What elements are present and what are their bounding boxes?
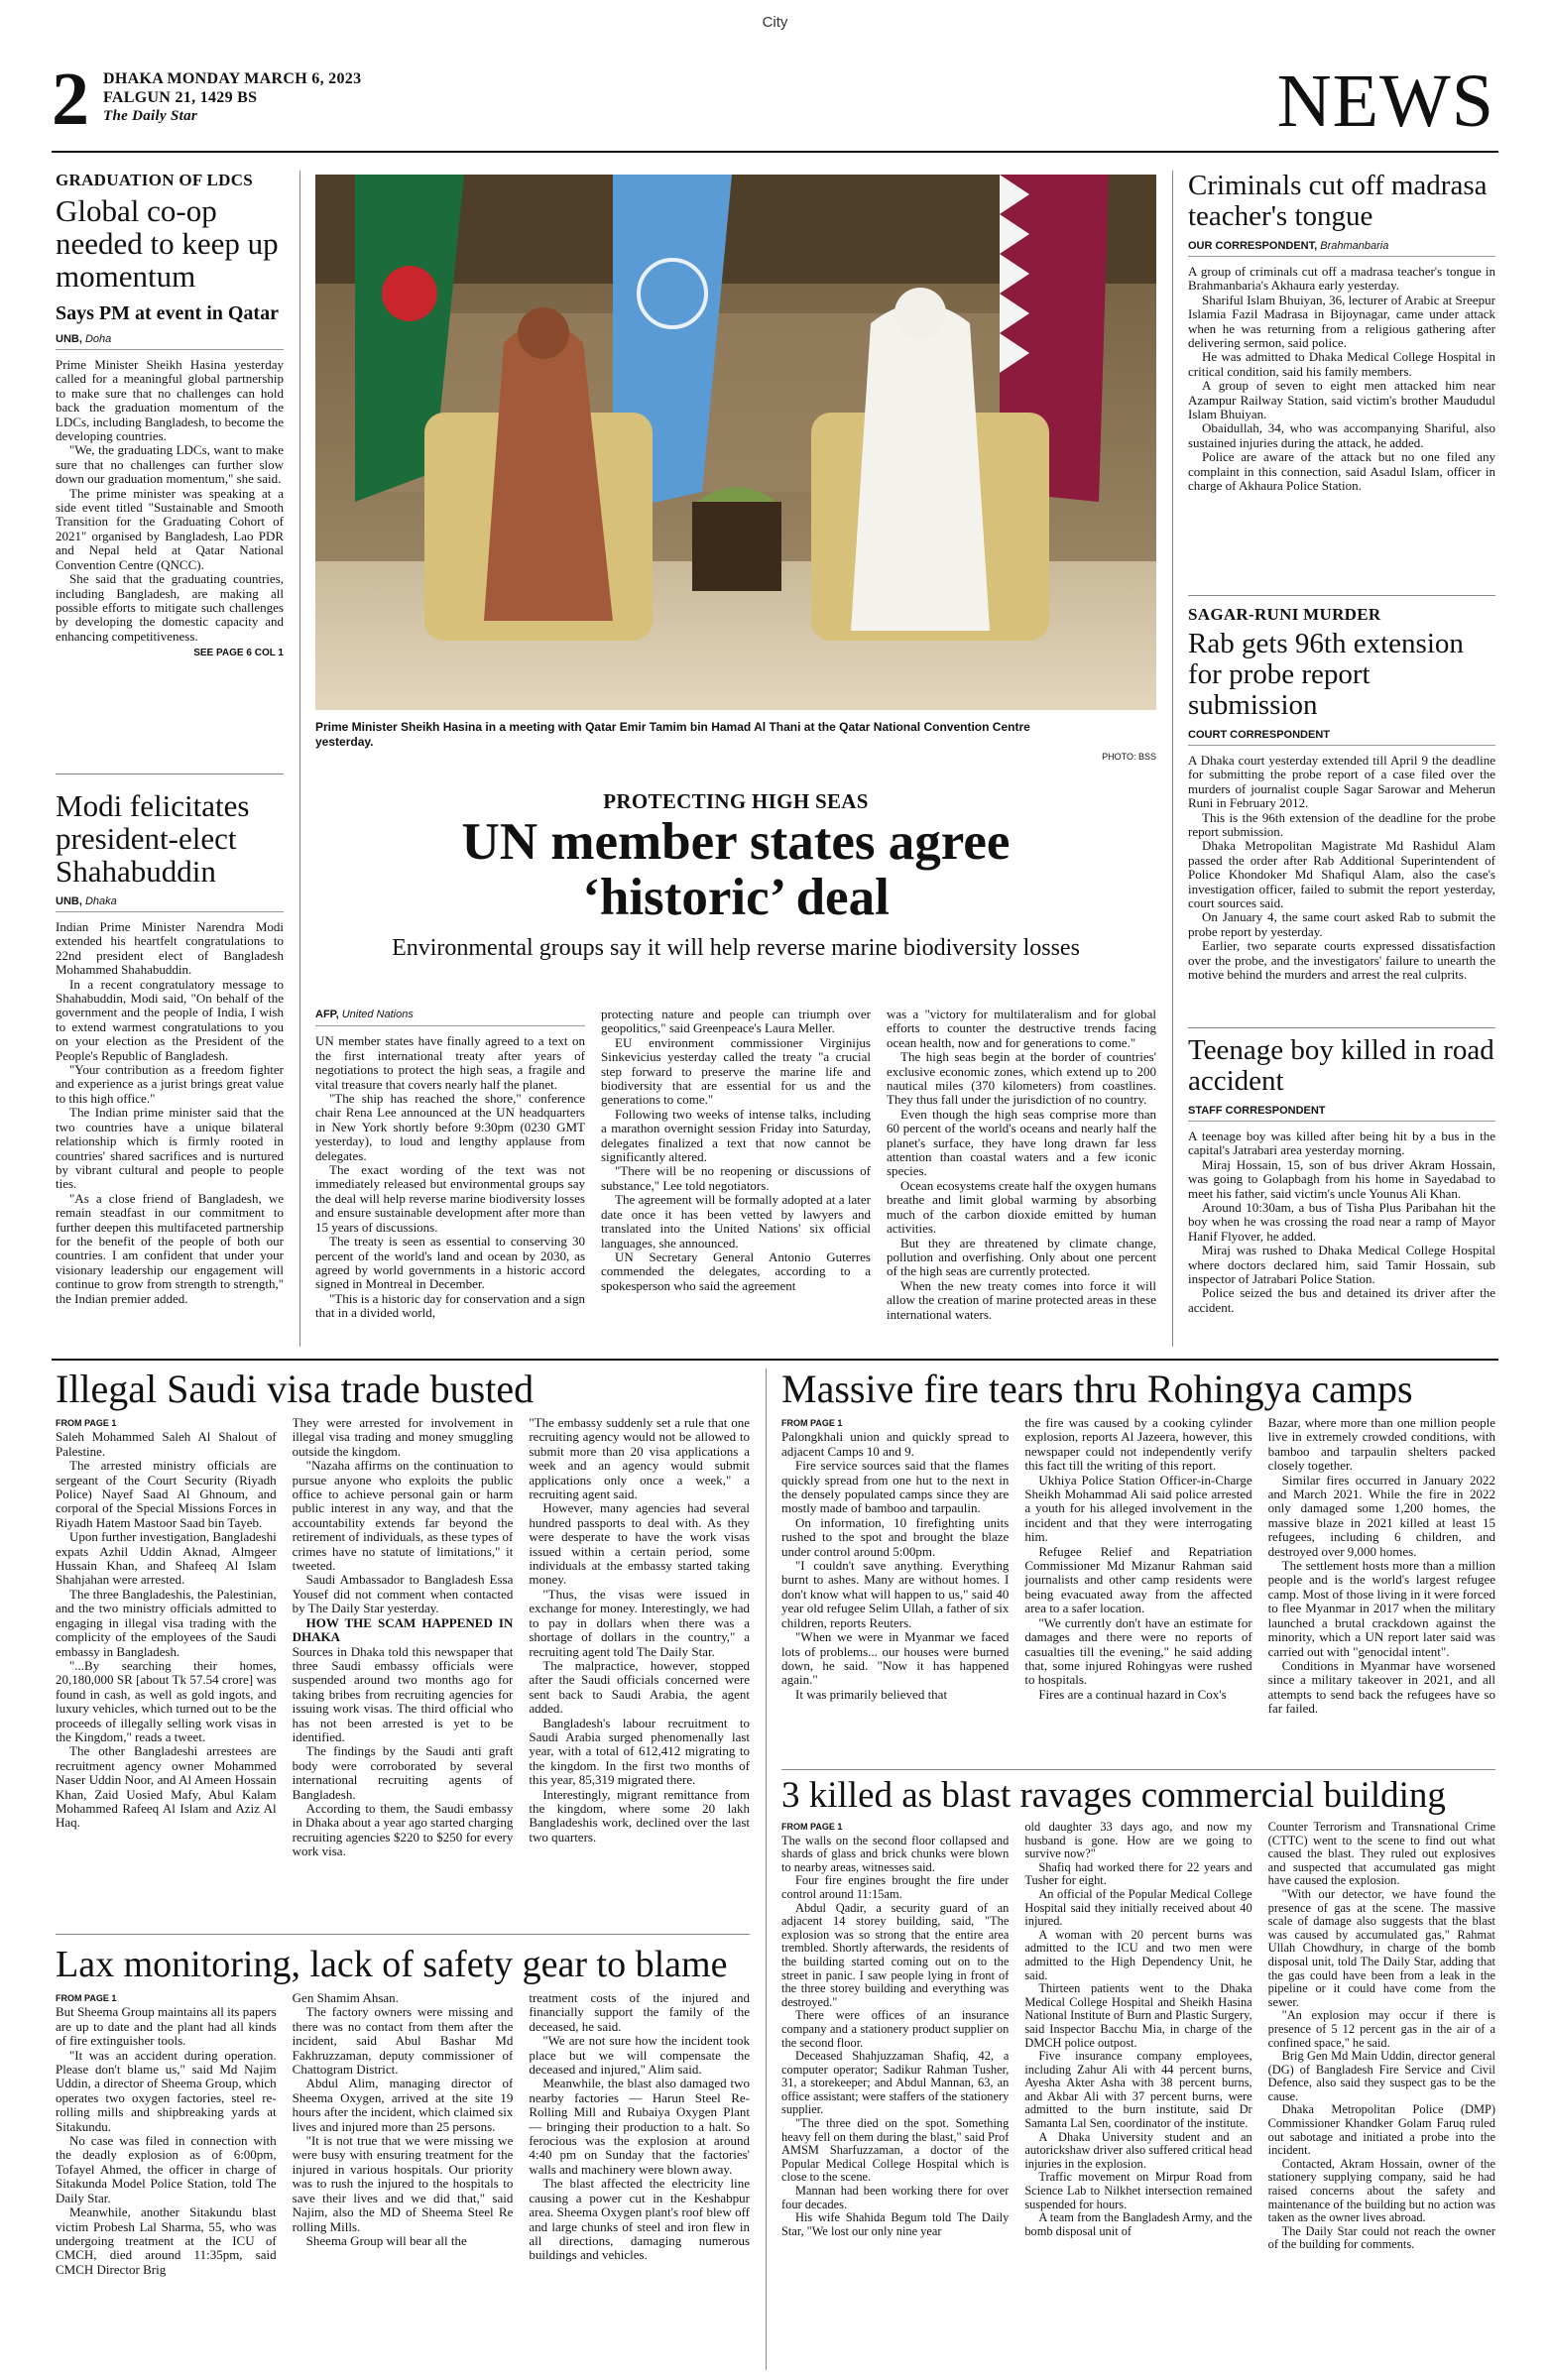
paragraph: Earlier, two separate courts expressed dissatisfaction over the probe, and the investigators' failure to unearth the motive behind the murders and arrest the real culprits. (1188, 938, 1495, 983)
paragraph: Upon further investigation, Bangladeshi expats Azhil Uddin Aknad, Almgeer Hussain Khan, and Shafeeq Al Islam Shahjahan were arrested. (56, 1529, 277, 1588)
paragraph: "Thus, the visas were issued in exchange for money. Interestingly, we had to pay in dollars when there was a shortage of dollars in the country," a recruiting agent told The Daily Star. (529, 1586, 751, 1659)
section-heading: NEWS (1276, 60, 1494, 143)
paragraph: According to them, the Saudi embassy in Dhaka about a year ago started charging recruiting agencies $220 to $250 for every work visa. (292, 1800, 514, 1859)
paragraph: Brig Gen Md Main Uddin, director general (DG) of Bangladesh Fire Service and Civil Defence, also said they suspect gas to be the cause. (1267, 2049, 1495, 2103)
byline-agency: UNB, (56, 895, 82, 907)
paragraph: He was admitted to Dhaka Medical College Hospital in critical condition, said his family members. (1188, 349, 1495, 379)
dateline (103, 69, 361, 126)
paragraph: treatment costs of the injured and financially support the family of the deceased, he said. (529, 1991, 751, 2034)
column-rule (766, 1368, 767, 2370)
paragraph: Meanwhile, another Sitakundu blast victim Probesh Lal Sharma, 55, who was undergoing treatment at the ICU of CMCH, died around 11:35pm, said CMCH Director Brig (56, 2204, 277, 2277)
paragraph: "It is not true that we were missing we were busy with ensuring treatment for the injured in various hospitals. Our priority was to rush the injured to the hospitals to save their lives and we did that," said Najim, also the MD of Sheema Steel Re rolling Mills. (292, 2133, 514, 2234)
headline: 3 killed as blast ravages commercial building (781, 1775, 1446, 1816)
paragraph: Police seized the bus and detained its driver after the accident. (1188, 1285, 1495, 1315)
byline-place: Doha (84, 333, 112, 345)
paragraph: Even though the high seas comprise more than 60 percent of the world's oceans and nearly half the planet's surface, they have long drawn far less attention than coastal waters and a few iconic species. (887, 1106, 1156, 1179)
paragraph: But they are threatened by climate change, pollution and overfishing. Only about one percent of the high seas are currently protected. (887, 1235, 1156, 1279)
paragraph: "I couldn't save anything. Everything burnt to ashes. Many are without homes. I don't know what will happen to us," said 40 year old refugee Selim Ullah, a father of six children, reports Reuters. (781, 1558, 1010, 1630)
paragraph: the fire was caused by a cooking cylinder explosion, reports Al Jazeera, however, this newspaper could not independently verify this fact till the writing of this report. (1024, 1416, 1252, 1474)
paragraph: A group of seven to eight men attacked him near Azampur Railway Station, said victim's brother Maududul Islam Bhuiyan. (1188, 378, 1495, 422)
paragraph: The Daily Star could not reach the owner of the building for comments. (1267, 2223, 1495, 2252)
paragraph: His wife Shahida Begum told The Daily Star, "We lost our only nine year (781, 2210, 1010, 2238)
kicker: GRADUATION OF LDCS (56, 171, 254, 189)
paragraph: A Dhaka court yesterday extended till April 9 the deadline for submitting the probe report of a case filed over the murders of journalist couple Sagar Sarowar and Meherun Runi in February 2012. (1188, 753, 1495, 811)
article-ldc (56, 171, 284, 658)
column-rule (1172, 171, 1173, 1347)
paragraph: A group of criminals cut off a madrasa teacher's tongue in Brahmanbaria's Akhaura early yesterday. (1188, 264, 1495, 294)
paragraph: Saudi Ambassador to Bangladesh Essa Yousef did not comment when contacted by The Daily Star yesterday. (292, 1572, 514, 1616)
divider (781, 1769, 1495, 1770)
paragraph: "Your contribution as a freedom fighter and experience as a jurist brings great value to this high office." (56, 1062, 284, 1106)
paragraph: "There will be no reopening or discussions of substance," Lee told negotiators. (601, 1163, 871, 1193)
paragraph: Prime Minister Sheikh Hasina yesterday called for a meaningful global partnership to make sure that no challenges can hold back the graduation momentum of the LDCs, including Bangladesh, to become the developing countries. (56, 357, 284, 444)
paragraph: The other Bangladeshi arrestees are recruitment agency owner Mohammed Naser Uddin Noor, and Al Ameen Hossain Khan, Zaid Uosied Mafy, Abul Kalam Mohammed Rafeeq Al Islam and Aziz Al Haq. (56, 1743, 277, 1831)
paragraph: Traffic movement on Mirpur Road from Science Lab to Nilkhet intersection remained suspended for hours. (1024, 2170, 1252, 2211)
column-3 (1268, 1821, 1495, 2252)
continued-link[interactable]: SEE PAGE 6 COL 1 (193, 648, 284, 659)
article-body (1188, 754, 1495, 983)
paragraph: Sheema Group will bear all the (305, 2232, 467, 2248)
byline-place: Dhaka (84, 895, 117, 907)
paragraph: Abdul Qadir, a security guard of an adjacent 14 storey building, said, "The explosion was so strong that the entire area trembled. Shortly afterwards, the residents of the building started coming out on to the street in panic. I saw people lying in front of the three storey building and everything was destroyed." (781, 1900, 1010, 2009)
paragraph: Indian Prime Minister Narendra Modi extended his heartfelt congratulations to 22nd president elect of Bangladesh Mohammed Shahabuddin. (56, 919, 284, 978)
paragraph: Conditions in Myanmar have worsened since a military takeover in 2021, and all attempts to send back the refugees have so far failed. (1267, 1657, 1495, 1717)
byline-place: United Nations (341, 1009, 414, 1020)
article-sagar-runi (1188, 605, 1495, 983)
fold-rule (52, 1359, 1498, 1361)
paragraph: A Dhaka University student and an autorickshaw driver also suffered critical head injuries in the explosion. (1024, 2129, 1252, 2171)
paragraph: "The embassy suddenly set a rule that one recruiting agency would not be allowed to submit more than 20 visa applications a week and an agency would submit applications only once a week," a recruiting agent said. (529, 1416, 751, 1502)
paragraph: Contacted, Akram Hossain, owner of the stationery supplying company, said he had raised concerns about the safety and maintenance of the building but no action was taken as the owner lives abroad. (1267, 2156, 1495, 2225)
paragraph: Sources in Dhaka told this newspaper that three Saudi embassy officials were suspended around two months ago for taking bribes from recruiting agencies for issuing work visas. The third official who has not been arrested is yet to be identified. (292, 1643, 514, 1744)
article-teen-accident (1188, 1035, 1495, 1315)
column-1 (781, 1416, 1009, 1717)
paragraph: A woman with 20 percent burns was admitted to the ICU and two men were admitted to the High Dependency Unit, he said. (1024, 1927, 1252, 1982)
article-modi (56, 789, 284, 1306)
paragraph: A team from the Bangladesh Army, and the bomb disposal unit of (1024, 2210, 1252, 2238)
paragraph: protecting nature and people can triumph over geopolitics," said Greenpeace's Laura Meller. (601, 1008, 871, 1036)
byline: STAFF CORRESPONDENT (1188, 1105, 1495, 1122)
paragraph: Thirteen patients went to the Dhaka Medical College Hospital and Sheikh Hasina National Institute of Burn and Plastic Surgery, said Inspector Bacchu Mia, in charge of the DMCH police outpost. (1024, 1981, 1252, 2050)
paragraph: Obaidullah, 34, who was accompanying Shariful, also sustained injuries during the attack, he added. (1188, 420, 1495, 450)
paragraph: She said that the graduating countries, including Bangladesh, are making all possible efforts to mitigate such challenges by developing the domestic capacity and enhancing competitiveness. (56, 571, 284, 644)
byline (56, 333, 284, 350)
paragraph: The factory owners were missing and there was no contact from them after the incident, said Abul Bashar Md Fakhruzzaman, deputy commissioner of Chattogram District. (292, 2004, 514, 2078)
paragraph: "An explosion may occur if there is presence of 5 12 percent gas in the air of a confined space," he said. (1267, 2008, 1495, 2050)
paragraph: Meanwhile, the blast also damaged two nearby factories — Harun Steel Re-Rolling Mill and Rubaiya Oxygen Plant — bringing their production to a halt. So ferocious was the explosion at around 4:40 pm on Sunday that the factories' walls and machinery were blown away. (529, 2076, 751, 2177)
masthead-rule (52, 151, 1498, 153)
headline: Global co-op needed to keep up momentum (56, 193, 279, 294)
paragraph: The blast affected the electricity line causing a power cut in the Keshabpur area. Sheema Oxygen plant's roof blew off and large chunks of steel and iron flew in all directions, damaging numerous buildings and vehicles. (529, 2176, 751, 2263)
column-3 (1268, 1416, 1495, 1717)
column-2 (601, 1008, 871, 1322)
headline: Modi felicitates president-elect Shahabuddin (56, 788, 250, 889)
byline (315, 1008, 585, 1026)
article-high-seas (315, 1008, 1156, 1322)
column-1 (315, 1008, 585, 1322)
paragraph: Dhaka Metropolitan Police (DMP) Commissioner Khandker Golam Faruq ruled out sabotage and initiated a probe into the incident. (1267, 2102, 1495, 2158)
paragraph: "With our detector, we have found the presence of gas at the scene. The massive scale of damage also suggests that the blast was caused by accumulated gas," Rahmat Ullah Chowdhury, in charge of the bomb disposal unit, told The Daily Star, adding that the gas could have been from a leak in the pipeline or it could have come from the sewer. (1267, 1886, 1495, 2009)
paragraph: Saleh Mohammed Saleh Al Shalout of Palestine. (56, 1429, 277, 1459)
paragraph: There were offices of an insurance company and a stationery product supplier on the second floor. (781, 2008, 1010, 2050)
column-1 (56, 1416, 277, 1859)
byline-agency: UNB, (56, 333, 82, 345)
divider (1188, 1027, 1495, 1028)
headline: Criminals cut off madrasa teacher's tongue (1188, 170, 1488, 232)
photo-caption: Prime Minister Sheikh Hasina in a meeting with Qatar Emir Tamim bin Hamad Al Thani at the Qatar National Convention Centre yesterday. (315, 720, 1030, 749)
headline: Illegal Saudi visa trade busted (56, 1367, 535, 1411)
article-saudi-visa (56, 1368, 750, 1859)
paragraph: An official of the Popular Medical College Hospital said they initially received about 40 injured. (1024, 1886, 1252, 1929)
column-2 (293, 1991, 514, 2277)
paragraph: UN Secretary General Antonio Guterres commended the delegates, according to a spokesperson who said the agreement (601, 1249, 871, 1293)
from-page-label: FROM PAGE 1 (781, 1418, 843, 1428)
page-number: 2 (52, 58, 89, 141)
column-3 (887, 1008, 1156, 1322)
headline: Massive fire tears thru Rohingya camps (781, 1367, 1413, 1411)
paragraph: The arrested ministry officials are sergeant of the Court Security (Riyadh Police) Nayef Saad Al Ghnoum, and corporal of the Special Missions Forces in Riyadh Hatem Mastoor Saad bin Tayeb. (56, 1458, 277, 1530)
paragraph: "As a close friend of Bangladesh, we remain steadfast in our commitment to further deepen this multifaceted partnership for the benefit of the people of both our countries. I am confident that under your visionary leadership our engagement will continue to grow from strength to strength," the Indian premier added. (56, 1190, 284, 1306)
paragraph: Abdul Alim, managing director of Sheema Oxygen, arrived at the site 19 hours after the incident, which claimed six lives and injured more than 25 persons. (292, 2076, 514, 2134)
paragraph: Interestingly, migrant remittance from the kingdom, where some 20 lakh Bangladeshis work, declined over the last two quarters. (529, 1786, 751, 1844)
article-body (56, 920, 284, 1306)
paragraph: The exact wording of the text was not immediately released but environmental groups say the deal will help reverse marine biodiversity losses and ensure sustainable development after more than 15 years of discussions. (315, 1162, 585, 1235)
section-label-city: City (762, 14, 788, 31)
column-2 (293, 1416, 514, 1859)
byline-place: Brahmanbaria (1320, 240, 1389, 252)
paragraph: Bazar, where more than one million people live in extremely crowded conditions, with bamboo and tarpaulin shelters packed closely together. (1267, 1416, 1495, 1474)
paragraph: The three Bangladeshis, the Palestinian, and the two ministry officials admitted to engaging in illegal visa trading with the complicity of the employees of the Saudi embassy in Bangladesh. (56, 1586, 277, 1659)
article-body (1188, 265, 1495, 494)
paragraph: "It was an accident during operation. Please don't blame us," said Md Najim Uddin, a director of Sheema Group, which operates two oxygen factories, steel re-rolling mills and shipbreaking yards at Sitakundu. (56, 2047, 277, 2134)
bangla-date: FALGUN 21, 1429 BS (103, 89, 258, 106)
subsection-heading: HOW THE SCAM HAPPENED IN DHAKA (292, 1614, 514, 1645)
paragraph: Ukhiya Police Station Officer-in-Charge Sheikh Mohammad Ali said police arrested a youth for his alleged involvement in the incident and that they were interrogating him. (1024, 1472, 1252, 1545)
article-body (1188, 1130, 1495, 1315)
paragraph: "When we were in Myanmar we faced lots of problems... our houses were burned down, he said. "Now it has happened again." (781, 1629, 1010, 1688)
paragraph: was a "victory for multilateralism and for global efforts to counter the destructive trends facing ocean health, now and for generations to come." (887, 1008, 1156, 1050)
paper-logo: The Daily Star (103, 108, 198, 124)
paragraph: However, many agencies had several hundred passports to deal with. As they were desperate to have the work visas issued within a certain period, some individuals at the embassy started taking money. (529, 1500, 751, 1588)
paragraph: "We currently don't have an estimate for damages and there were no reports of casualties till the evening," he said adding that, some injured Rohingyas were rushed to hospitals. (1024, 1614, 1252, 1688)
column-rule (299, 171, 300, 1347)
paragraph: The malpractice, however, stopped after the Saudi officials concerned were sent back to Saudi Arabia, the agent added. (529, 1657, 751, 1717)
paragraph: The agreement will be formally adopted at a later date once it has been vetted by lawyers and translated into the United Nations' six official languages, she announced. (601, 1192, 871, 1250)
paragraph: old daughter 33 days ago, and now my husband is gone. How are we going to survive now?" (1024, 1821, 1252, 1861)
paragraph: Shafiq had worked there for 22 years and Tusher for eight. (1024, 1859, 1252, 1888)
paragraph: It was primarily believed that (795, 1686, 948, 1702)
paragraph: Police are aware of the attack but no one filed any complaint in this connection, said Asadul Islam, officer in charge of Akhaura Police Station. (1188, 449, 1495, 494)
paragraph: Miraj was rushed to Dhaka Medical College Hospital where doctors declared him, said Tamir Hossain, sub inspector of Jatrabari Police Station. (1188, 1243, 1495, 1287)
paragraph: Fire service sources said that the flames quickly spread from one hut to the next in the densely populated camps since they are mostly made of bamboo and tarpaulin. (781, 1458, 1010, 1516)
paragraph: This is the 96th extension of the deadline for the probe report submission. (1188, 809, 1495, 840)
kicker: SAGAR-RUNI MURDER (1188, 605, 1381, 624)
byline-agency: AFP, (315, 1009, 339, 1020)
paragraph: Gen Shamim Ahsan. (292, 1991, 399, 2005)
from-page-label: FROM PAGE 1 (56, 1418, 117, 1428)
column-2 (1024, 1416, 1252, 1717)
column-3 (529, 1416, 750, 1859)
article-lax-monitoring (56, 1944, 750, 2277)
paragraph: The treaty is seen as essential to conserving 30 percent of the world's land and ocean by 2030, as agreed by world governments in a historic accord signed in Montreal in December. (315, 1234, 585, 1292)
paragraph: On information, 10 firefighting units rushed to the spot and brought the blaze under control around 5:00pm. (781, 1514, 1010, 1559)
paragraph: They were arrested for involvement in illegal visa trading and money smuggling outside the kingdom. (292, 1416, 514, 1459)
article-madrasa (1188, 171, 1495, 494)
paragraph: Five insurance company employees, including Zahur Ali with 44 percent burns, Ayesha Akter Asha with 38 percent burns, and Akbar Ali with 37 percent burns, were admitted to the burn institute, said Dr Samanta Lal Sen, coordinator of the institute. (1024, 2049, 1252, 2131)
paragraph: Following two weeks of intense talks, including a marathon overnight session Friday into Saturday, delegates finalized a text that now cannot be significantly altered. (601, 1106, 871, 1165)
date: DHAKA MONDAY MARCH 6, 2023 (103, 70, 362, 87)
paragraph: A teenage boy was killed after being hit by a bus in the capital's Jatrabari area yesterday morning. (1188, 1129, 1495, 1158)
kicker: PROTECTING HIGH SEAS (603, 789, 869, 813)
paragraph: Miraj Hossain, 15, son of bus driver Akram Hossain, was going to Golapbagh from his home in Sayedabad to meet his father, said victim's uncle Younus Ali Khan. (1188, 1156, 1495, 1201)
paragraph: Similar fires occurred in January 2022 and March 2021. While the fire in 2022 only damaged some 1,200 homes, the massive blaze in 2021 killed at least 15 refugees, including 6 children, and destroyed over 9,000 homes. (1267, 1472, 1495, 1559)
article-high-seas-header (315, 789, 1156, 962)
paragraph: EU environment commissioner Virginijus Sinkevicius yesterday called the treaty "a crucial step forward to preserve the marine life and biodiversity that are essential for us and the generations to come." (601, 1034, 871, 1108)
photo-credit: PHOTO: BSS (1102, 752, 1156, 762)
paragraph: The Indian prime minister said that the two countries have a unique bilateral relationship which is firmly rooted in countries' shared sacrifices and is nurtured by vibrant cultural and people to people ties. (56, 1105, 284, 1192)
paragraph: Dhaka Metropolitan Magistrate Md Rashidul Alam passed the order after Rab Additional Superintendent of Police Khondoker Md Shafiqul Alam, also the case's investigation officer, failed to submit the report yesterday, court sources said. (1188, 838, 1495, 911)
divider (1188, 595, 1495, 596)
from-page-label: FROM PAGE 1 (781, 1822, 843, 1832)
paragraph: "The three died on the spot. Something heavy fell on them during the blast," said Prof AMSM Sharfuzzaman, a doctor of the Popular Medical College Hospital which is close to the scene. (781, 2116, 1010, 2185)
paragraph: Counter Terrorism and Transnational Crime (CTTC) went to the scene to find out what caused the blast. They ruled out explosives and suspected that accumulated gas might have caused the explosion. (1267, 1821, 1495, 1888)
news-photo (315, 175, 1156, 710)
headline: Lax monitoring, lack of safety gear to blame (56, 1944, 728, 1985)
subheadline: Environmental groups say it will help reverse marine biodiversity losses (392, 935, 1080, 961)
byline (56, 895, 284, 912)
paragraph: Four fire engines brought the fire under control around 11:15am. (781, 1873, 1010, 1901)
article-rohingya-fire (781, 1368, 1495, 1717)
paragraph: "We are not sure how the incident took place but we will compensate the deceased and injured," Alim said. (529, 2033, 751, 2078)
subheadline: Says PM at event in Qatar (56, 302, 279, 324)
headline-line-2: ‘historic’ deal (582, 869, 890, 926)
paragraph: The prime minister was speaking at a side event titled "Sustainable and Smooth Transition for the Graduating Cohort of 2021" organised by Bangladesh, Lao PDR and Nepal held at Qatar National Convention Centre (QNCC). (56, 485, 284, 572)
headline-line-1: UN member states agree (461, 813, 1011, 871)
paragraph: In a recent congratulatory message to Shahabuddin, Modi said, "On behalf of the government and the people of India, I wish to extend warmest congratulations to you on your election as the President of the People's Republic of Bangladesh. (56, 976, 284, 1063)
byline-agency: OUR CORRESPONDENT, (1188, 240, 1318, 252)
paragraph: "This is a historic day for conservation and a sign that in a divided world, (315, 1290, 585, 1321)
paragraph: Deceased Shahjuzzaman Shafiq, 42, a computer operator; Sadikur Rahman Tusher, 31, a storekeeper; and Abdul Mannan, 63, an office assistant; were staffers of the stationery supplier. (781, 2049, 1010, 2117)
paragraph: On January 4, the same court asked Rab to submit the probe report by yesterday. (1188, 909, 1495, 939)
from-page-label: FROM PAGE 1 (56, 1993, 117, 2003)
paragraph: No case was filed in connection with the deadly explosion as of 6:00pm, Tofayel Ahmed, the officer in charge of Sitakunda Model Police Station, told The Daily Star. (56, 2133, 277, 2205)
paragraph: "We, the graduating LDCs, want to make sure that no challenges can further slow down our graduation momentum," she said. (56, 442, 284, 487)
paragraph: The findings by the Saudi anti graft body were corroborated by several international recruiting agents of Bangladesh. (292, 1743, 514, 1802)
byline: COURT CORRESPONDENT (1188, 729, 1495, 746)
paragraph: Fires are a continual hazard in Cox's (1038, 1686, 1227, 1702)
paragraph: Ocean ecosystems create half the oxygen humans breathe and limit global warming by absorbing much of the carbon dioxide emitted by human activities. (887, 1177, 1156, 1237)
headline: Teenage boy killed in road accident (1188, 1034, 1494, 1097)
paragraph: "Nazaha affirms on the continuation to pursue anyone who exploits the public office to achieve personal gain or harm public interest in any way, and that the accountability extends far beyond the retirement of individuals, as these types of crimes have no statute of limitations," it tweeted. (292, 1458, 514, 1574)
paragraph: When the new treaty comes into force it will allow the creation of marine protected areas in these international waters. (887, 1277, 1156, 1322)
paragraph: Palongkhali union and quickly spread to adjacent Camps 10 and 9. (781, 1429, 1010, 1459)
paragraph: UN member states have finally agreed to a text on the first international treaty after years of negotiations to protect the high seas, a fragile and vital treasure that covers nearly half the planet. (315, 1033, 585, 1092)
paragraph: Around 10:30am, a bus of Tisha Plus Paribahan hit the boy when he was crossing the road near a ramp of Mayor Hanif Flyover, he added. (1188, 1200, 1495, 1244)
paragraph: "...By searching their homes, 20,180,000 SR [about Tk 57.54 crore] was found in cash, as well as gold ingots, and luxury vehicles, which turned out to be the proceeds of illegally selling work visas in the Kingdom," reads a tweet. (56, 1657, 277, 1744)
paragraph: But Sheema Group maintains all its papers are up to date and the plant had all kinds of fire extinguisher tools. (56, 2004, 277, 2049)
paragraph: Mannan had been working there for over four decades. (781, 2184, 1010, 2211)
paragraph: The high seas begin at the border of countries' exclusive economic zones, which extend up to 200 nautical miles (370 kilometers) from coastlines. They thus fall under the jurisdiction of no country. (887, 1049, 1156, 1108)
divider (56, 1934, 750, 1935)
column-1 (56, 1991, 277, 2277)
article-body (56, 358, 284, 644)
headline: Rab gets 96th extension for probe report submission (1188, 628, 1464, 721)
paragraph: Shariful Islam Bhuiyan, 36, lecturer of Arabic at Sreepur Islamia Fazil Madrasa in Bijoynagar, came under attack when he was returning from a religious gathering after delivering sermon, said police. (1188, 292, 1495, 351)
paragraph: "The ship has reached the shore," conference chair Rena Lee announced at the UN headquarters in New York shortly before 9:30pm (0230 GMT yesterday), to loud and lengthy applause from delegates. (315, 1091, 585, 1163)
paragraph: Bangladesh's labour recruitment to Saudi Arabia surged phenomenally last year, with a total of 612,412 migrating to the kingdom. In the first two months of this year, 85,319 migrated there. (529, 1715, 751, 1788)
photo-meeting-image (315, 175, 1156, 710)
column-1 (781, 1821, 1009, 2252)
column-3 (529, 1991, 750, 2277)
article-commercial-blast (781, 1775, 1495, 2252)
byline (1188, 240, 1495, 257)
paragraph: Refugee Relief and Repatriation Commissioner Md Mizanur Rahman said journalists and other camp residents were being evacuated away from the affected area to a safer location. (1024, 1543, 1252, 1616)
paragraph: The settlement hosts more than a million people and is the world's largest refugee camp. Most of those living in it were forced to flee Myanmar in 2017 when the military launched a brutal crackdown against the minority, which a UN report later said was carried out with "genocidal intent". (1267, 1558, 1495, 1659)
paragraph: The walls on the second floor collapsed and shards of glass and brick chunks were blown to nearby areas, witnesses said. (781, 1833, 1010, 1874)
column-2 (1024, 1821, 1252, 2252)
